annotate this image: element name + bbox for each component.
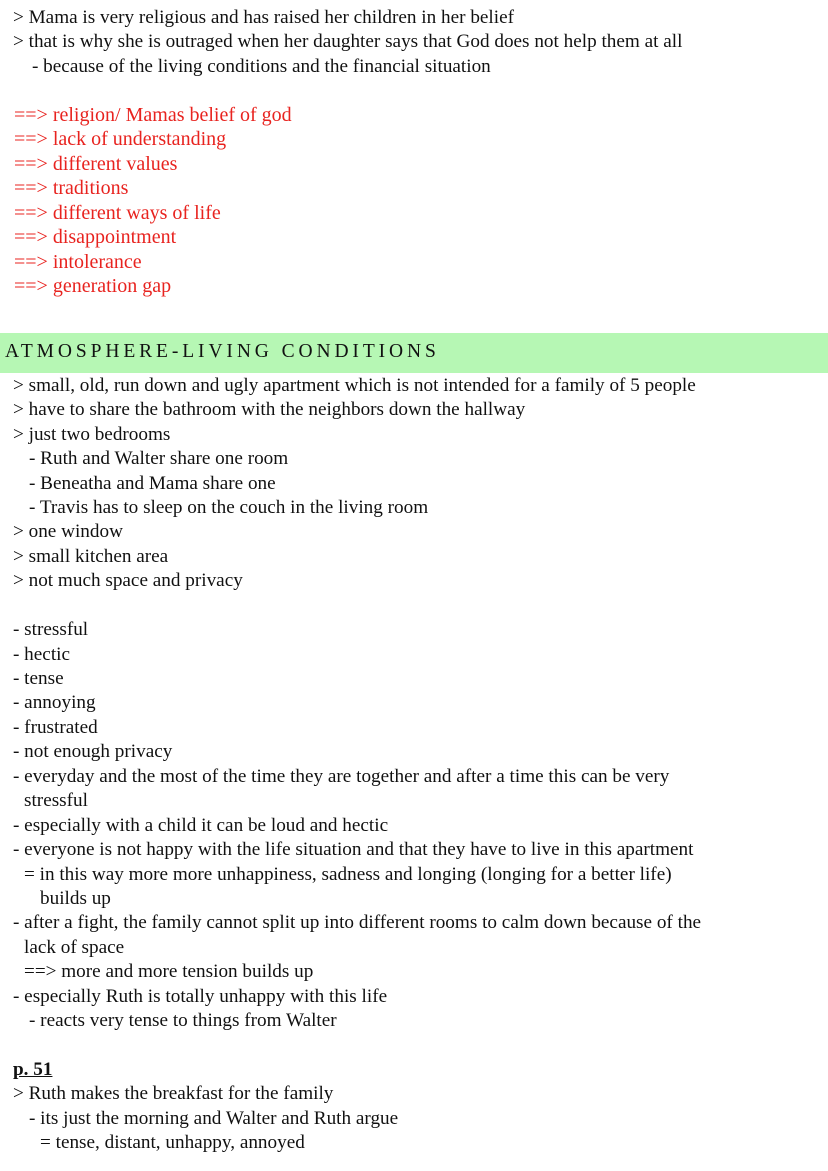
atmosphere-item: - after a fight, the family cannot split up into different rooms to calm down because of the: [13, 912, 702, 933]
atmosphere-item: - everyone is not happy with the life situation and that they have to live in this apartment: [13, 839, 694, 860]
atmosphere-item: - hectic: [13, 644, 70, 665]
breakfast-subitem: - its just the morning and Walter and Ruth argue: [29, 1108, 399, 1129]
condition-item: > not much space and privacy: [13, 570, 243, 591]
conflict-item: ==> intolerance: [14, 251, 142, 273]
section-heading: ATMOSPHERE-LIVING CONDITIONS: [5, 341, 440, 362]
condition-item: > small kitchen area: [13, 546, 169, 567]
atmosphere-item-continued: builds up: [40, 888, 111, 909]
condition-subitem: - Travis has to sleep on the couch in the living room: [29, 497, 429, 518]
condition-item: > one window: [13, 521, 123, 542]
atmosphere-item-continued: lack of space: [24, 937, 125, 958]
conflict-item: ==> religion/ Mamas belief of god: [14, 104, 292, 126]
conflict-item: ==> generation gap: [14, 275, 172, 297]
atmosphere-subitem: = in this way more more unhappiness, sadness and longing (longing for a better life): [24, 864, 672, 885]
atmosphere-item: - especially Ruth is totally unhappy with this life: [13, 986, 388, 1007]
atmosphere-item: - frustrated: [13, 717, 98, 738]
atmosphere-item: - tense: [13, 668, 64, 689]
atmosphere-item: - stressful: [13, 619, 89, 640]
conflict-item: ==> disappointment: [14, 226, 177, 248]
atmosphere-item: - annoying: [13, 692, 96, 713]
condition-item: > have to share the bathroom with the neighbors down the hallway: [13, 399, 526, 420]
condition-item: > small, old, run down and ugly apartment which is not intended for a family of 5 people: [13, 375, 696, 396]
atmosphere-item: - not enough privacy: [13, 741, 173, 762]
atmosphere-item: - everyday and the most of the time they are together and after a time this can be very: [13, 766, 670, 787]
breakfast-subitem: = tense, distant, unhappy, annoyed: [40, 1132, 305, 1153]
atmosphere-item: - especially with a child it can be loud and hectic: [13, 815, 389, 836]
conflict-item: ==> traditions: [14, 177, 129, 199]
atmosphere-item-continued: stressful: [24, 790, 88, 811]
conflict-item: ==> different ways of life: [14, 202, 221, 224]
conflict-item: ==> lack of understanding: [14, 128, 227, 150]
condition-subitem: - Ruth and Walter share one room: [29, 448, 289, 469]
atmosphere-subitem: - reacts very tense to things from Walter: [29, 1010, 337, 1031]
page-reference: p. 51: [13, 1059, 53, 1080]
condition-item: > just two bedrooms: [13, 424, 171, 445]
conflict-item: ==> different values: [14, 153, 178, 175]
condition-subitem: - Beneatha and Mama share one: [29, 473, 276, 494]
atmosphere-subitem: ==> more and more tension builds up: [24, 961, 314, 982]
intro-line-2: > that is why she is outraged when her daughter says that God does not help them at all: [13, 31, 683, 52]
breakfast-item: > Ruth makes the breakfast for the family: [13, 1083, 334, 1104]
intro-line-1: > Mama is very religious and has raised her children in her belief: [13, 7, 515, 28]
intro-line-3: - because of the living conditions and the financial situation: [32, 56, 491, 77]
